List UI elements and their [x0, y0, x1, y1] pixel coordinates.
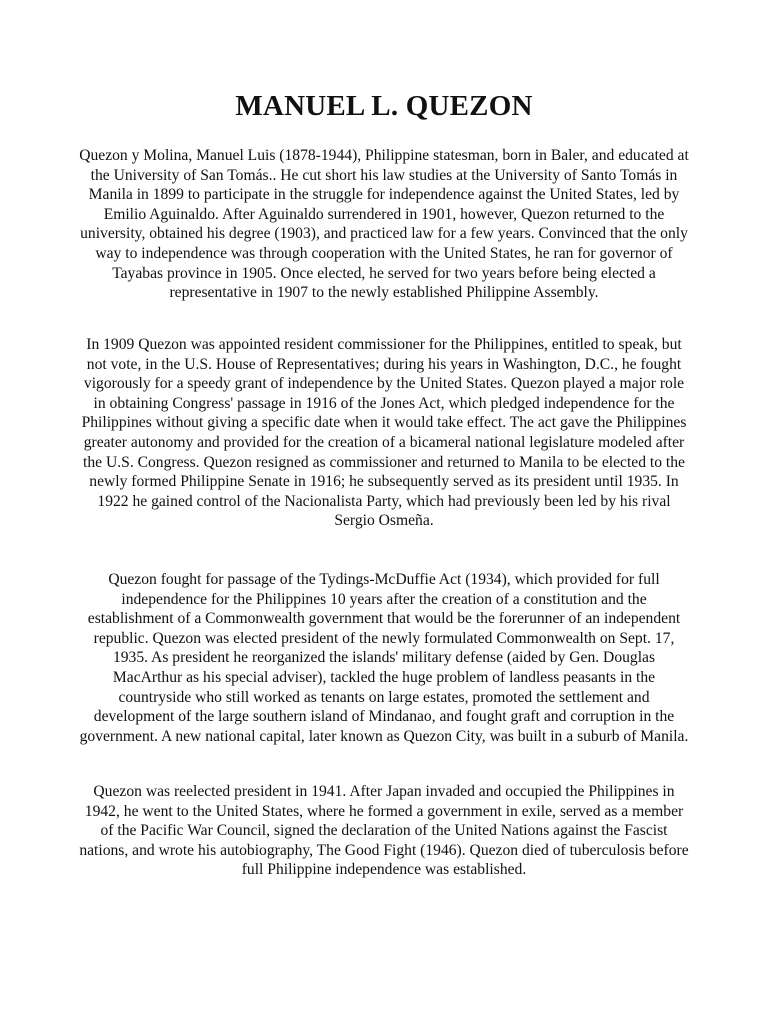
page-title: MANUEL L. QUEZON — [235, 90, 533, 122]
paragraph-early-life: Quezon y Molina, Manuel Luis (1878-1944), Philippine statesman, born in Baler, and educated at the University of San Tomás.. He cut short his law studies at the University of Santo Tomás in Manila in 1899 to participate in the struggle for independence against the United States, led by Emilio Aguinaldo. After Aguinaldo surrendered in 1901, however, Quezon returned to the university, obtained his degree (1903), and practiced law for a few years. Convinced that the only way to independence was through cooperation with the United States, he ran for governor of Tayabas province in 1905. Once elected, he served for two years before being elected a representative in 1907 to the newly established Philippine Assembly. — [79, 147, 689, 302]
paragraph-exile-and-death: Quezon was reelected president in 1941. After Japan invaded and occupied the Philippines in 1942, he went to the United States, where he formed a government in exile, served as a member of the Pacific War Council, signed the declaration of the United Nations against the Fascist nations, and wrote his autobiography, The Good Fight (1946). Quezon died of tuberculosis before full Philippine independence was established. — [79, 783, 689, 879]
paragraph-commonwealth-presidency: Quezon fought for passage of the Tydings-McDuffie Act (1934), which provided for full independence for the Philippines 10 years after the creation of a constitution and the establishment of a Commonwealth government that would be the forerunner of an independent republic. Quezon was elected president of the newly formulated Commonwealth on Sept. 17, 1935. As president he reorganized the islands' military defense (aided by Gen. Douglas MacArthur as his special adviser), tackled the huge problem of landless peasants in the countryside who still worked as tenants on large estates, promoted the settlement and development of the large southern island of Mindanao, and fought graft and corruption in the government. A new national capital, later known as Quezon City, was built in a suburb of Manila. — [79, 571, 689, 745]
paragraph-resident-commissioner: In 1909 Quezon was appointed resident commissioner for the Philippines, entitled to speak, but not vote, in the U.S. House of Representatives; during his years in Washington, D.C., he fought vigorously for a speedy grant of independence by the United States. Quezon played a major role in obtaining Congress' passage in 1916 of the Jones Act, which pledged independence for the Philippines without giving a specific date when it would take effect. The act gave the Philippines greater autonomy and provided for the creation of a bicameral national legislature modeled after the U.S. Congress. Quezon resigned as commissioner and returned to Manila to be elected to the newly formed Philippine Senate in 1916; he subsequently served as its president until 1935. In 1922 he gained control of the Nacionalista Party, which had previously been led by his rival Sergio Osmeña. — [81, 336, 687, 530]
